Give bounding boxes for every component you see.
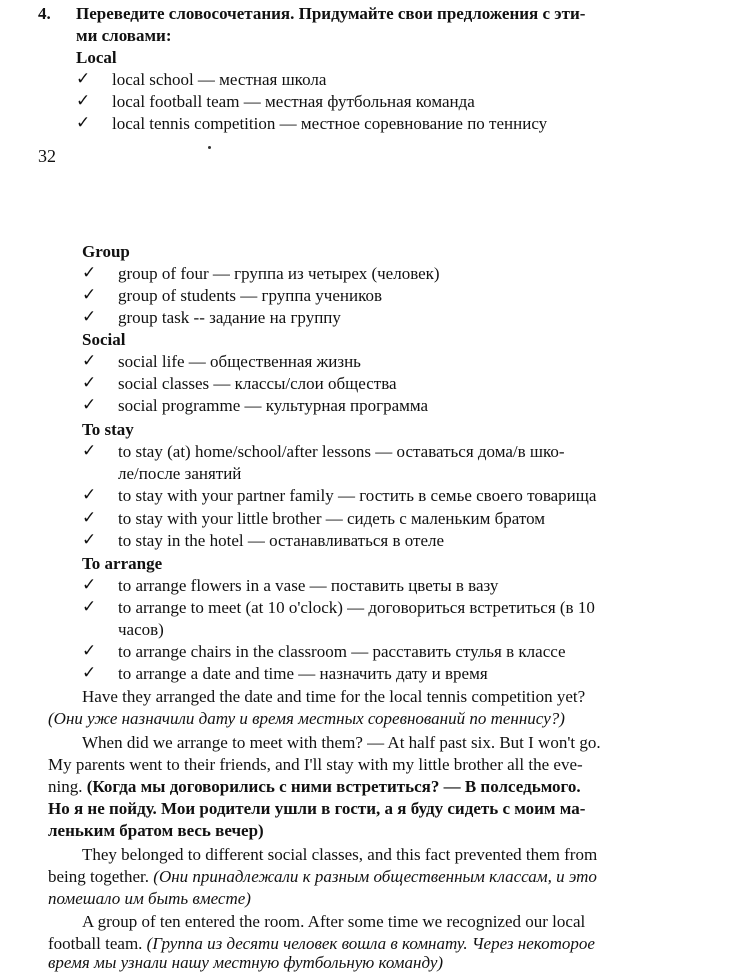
section-heading-social: Social <box>82 330 126 349</box>
example-translation: время мы узнали нашу местную футбольную команду) <box>48 953 444 972</box>
checkmark-icon: ✓ <box>82 508 97 527</box>
list-item: social programme — культурная программа <box>118 396 429 415</box>
checkmark-icon: ✓ <box>82 263 97 282</box>
example-line-mixed <box>48 777 581 797</box>
checkmark-icon: ✓ <box>82 395 97 414</box>
list-item: to stay (at) home/school/after lessons — оставаться дома/в шко- <box>118 442 565 461</box>
list-item: local school — местная школа <box>112 70 327 89</box>
example-sentence: When did we arrange to meet with them? — At half past six. But I won't go. <box>82 733 601 752</box>
example-sentence: They belonged to different social classes, and this fact prevented them from <box>82 845 598 864</box>
exercise-title-line1: Переведите словосочетания. Придумайте свои предложения с эти- <box>76 4 586 23</box>
list-item: local tennis competition — местное соревнование по теннису <box>112 114 548 133</box>
checkmark-icon: ✓ <box>82 285 97 304</box>
exercise-number: 4. <box>38 4 51 23</box>
list-item: to stay with your partner family — гостить в семье своего товарища <box>118 486 597 505</box>
page-number: 32 <box>38 146 56 166</box>
checkmark-icon: ✓ <box>76 113 91 132</box>
list-item: to stay with your little brother — сидеть с маленьким братом <box>118 509 546 528</box>
checkmark-icon: ✓ <box>82 663 97 682</box>
checkmark-icon: ✓ <box>82 530 97 549</box>
example-sentence: A group of ten entered the room. After some time we recognized our local <box>82 912 586 931</box>
list-item: group of students — группа учеников <box>118 286 382 305</box>
list-item-continuation: ле/после занятий <box>118 464 242 483</box>
section-heading-to-arrange: To arrange <box>82 554 163 573</box>
checkmark-icon: ✓ <box>82 441 97 460</box>
list-item: group task -- задание на группу <box>118 308 341 327</box>
example-sentence: being together. <box>48 867 154 886</box>
list-item: to arrange to meet (at 10 o'clock) — договориться встретиться (в 10 <box>118 598 595 617</box>
section-heading-group: Group <box>82 242 130 261</box>
checkmark-icon: ✓ <box>76 91 91 110</box>
example-translation: Но я не пойду. Мои родители ушли в гости, а я буду сидеть с моим ма- <box>48 799 586 818</box>
example-sentence: football team. <box>48 934 147 953</box>
example-sentence: ning. <box>48 777 87 796</box>
list-item: to arrange a date and time — назначить дату и время <box>118 664 488 683</box>
checkmark-icon: ✓ <box>82 641 97 660</box>
list-item: to stay in the hotel — останавливаться в отеле <box>118 531 445 550</box>
checkmark-icon: ✓ <box>82 351 97 370</box>
scan-speck <box>208 146 211 149</box>
checkmark-icon: ✓ <box>82 597 97 616</box>
list-item: group of four — группа из четырех (человек) <box>118 264 440 283</box>
example-line-mixed <box>48 867 597 887</box>
list-item: social classes — классы/слои общества <box>118 374 397 393</box>
checkmark-icon: ✓ <box>82 575 97 594</box>
example-translation: (Группа из десяти человек вошла в комнату. Через некоторое <box>146 934 595 953</box>
example-translation: леньким братом весь вечер) <box>48 821 264 840</box>
checkmark-icon: ✓ <box>82 307 97 326</box>
list-item: local football team — местная футбольная команда <box>112 92 475 111</box>
checkmark-icon: ✓ <box>82 485 97 504</box>
list-item: social life — общественная жизнь <box>118 352 361 371</box>
list-item-continuation: часов) <box>118 620 164 639</box>
exercise-title-line2: ми словами: <box>76 26 172 45</box>
checkmark-icon: ✓ <box>82 373 97 392</box>
example-line-mixed <box>48 934 595 954</box>
section-heading-to-stay: To stay <box>82 420 134 439</box>
example-translation: (Они уже назначили дату и время местных соревнований по теннису?) <box>48 709 565 728</box>
section-heading-local: Local <box>76 48 117 67</box>
list-item: to arrange chairs in the classroom — расставить стулья в классе <box>118 642 566 661</box>
example-sentence: Have they arranged the date and time for the local tennis competition yet? <box>82 687 586 706</box>
list-item: to arrange flowers in a vase — поставить цветы в вазу <box>118 576 499 595</box>
example-translation: помешало им быть вместе) <box>48 889 251 908</box>
example-translation: (Они принадлежали к разным общественным классам, и это <box>153 867 597 886</box>
example-translation: (Когда мы договорились с ними встретиться? — В полседьмого. <box>86 777 581 796</box>
example-sentence: My parents went to their friends, and I'll stay with my little brother all the eve- <box>48 755 583 774</box>
checkmark-icon: ✓ <box>76 69 91 88</box>
